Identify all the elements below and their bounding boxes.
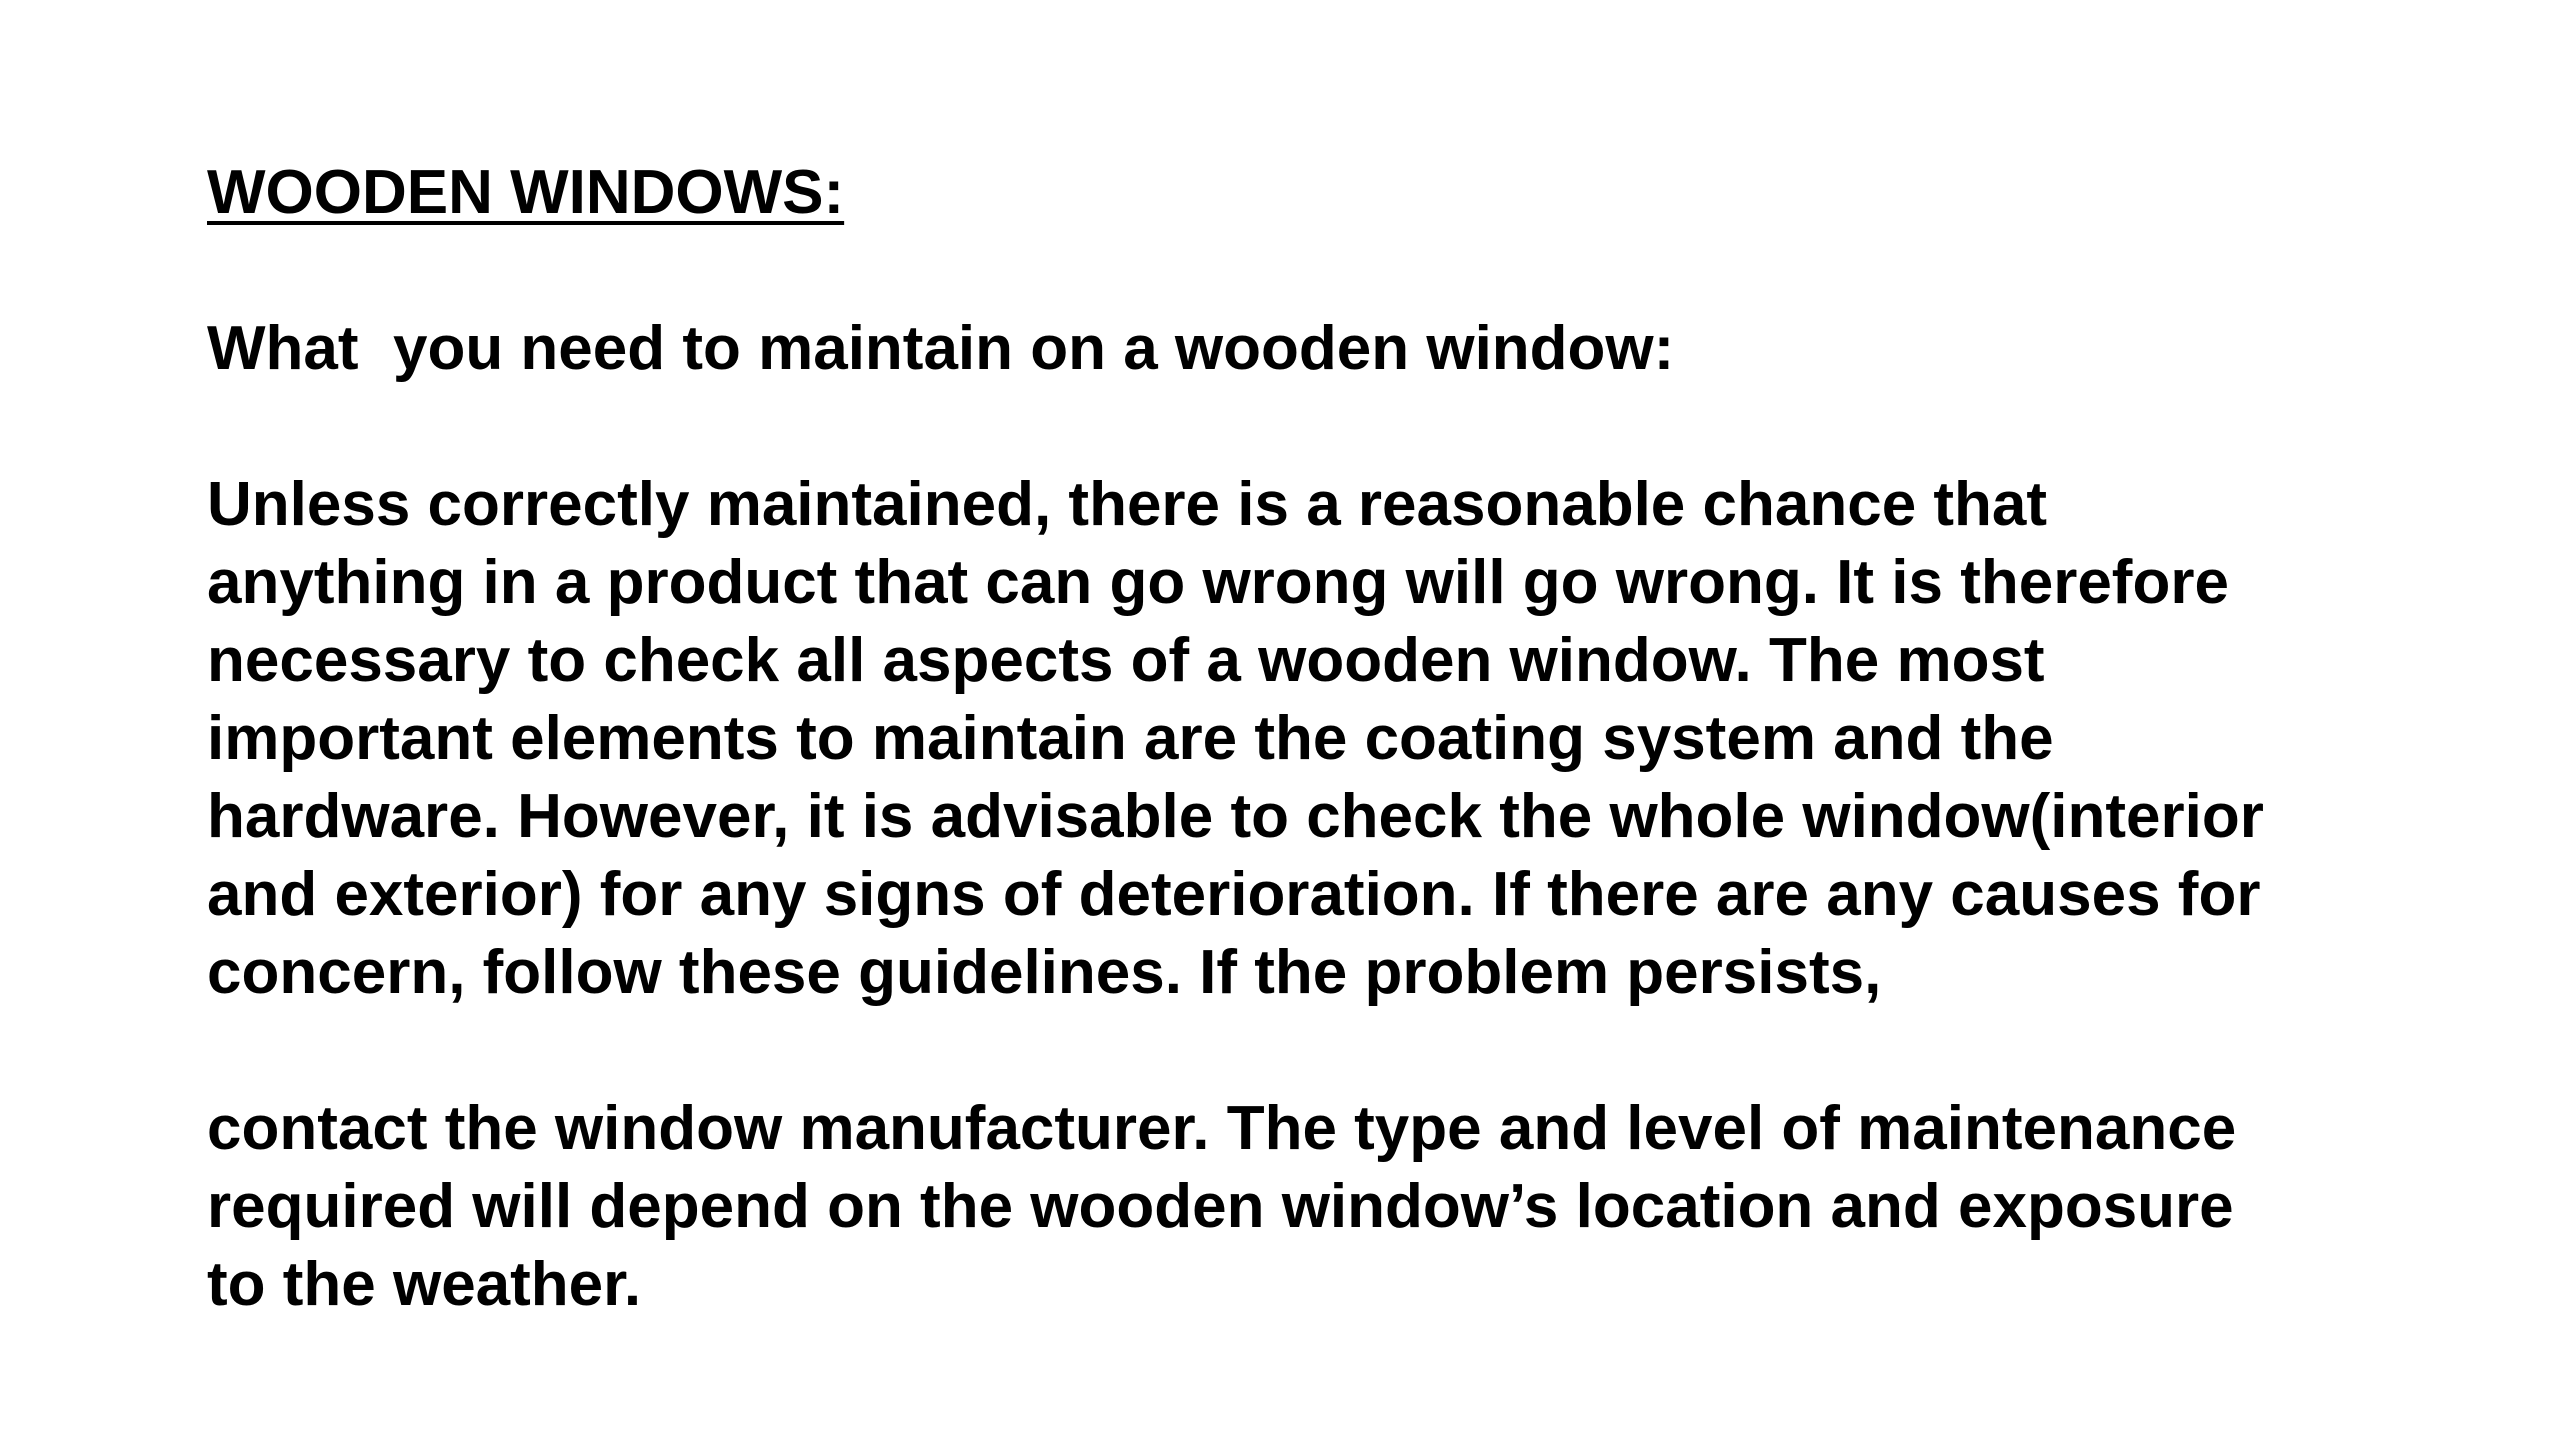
paragraph-2-line: contact the window manufacturer. The type and level of maintenance [207, 1094, 2237, 1163]
paragraph-2 [207, 1090, 2507, 1324]
paragraph-1-line: Unless correctly maintained, there is a reasonable chance that [207, 470, 2048, 539]
document-subtitle: What you need to maintain on a wooden window: [207, 314, 1675, 383]
document-title: WOODEN WINDOWS: [207, 158, 845, 227]
paragraph-1-line: and exterior) for any signs of deterioration. If there are any causes for [207, 860, 2261, 929]
paragraph-1 [207, 466, 2507, 1012]
paragraph-1-line: necessary to check all aspects of a wooden window. The most [207, 626, 2045, 695]
paragraph-1-line: anything in a product that can go wrong will go wrong. It is therefore [207, 548, 2229, 617]
paragraph-1-line: concern, follow these guidelines. If the problem persists, [207, 938, 1882, 1007]
paragraph-2-line: required will depend on the wooden window’s location and exposure [207, 1172, 2234, 1241]
paragraph-1-line: important elements to maintain are the coating system and the [207, 704, 2054, 773]
slide-content [207, 154, 2507, 1324]
paragraph-2-line: to the weather. [207, 1250, 642, 1319]
paragraph-1-line: hardware. However, it is advisable to check the whole window(interior [207, 782, 2264, 851]
